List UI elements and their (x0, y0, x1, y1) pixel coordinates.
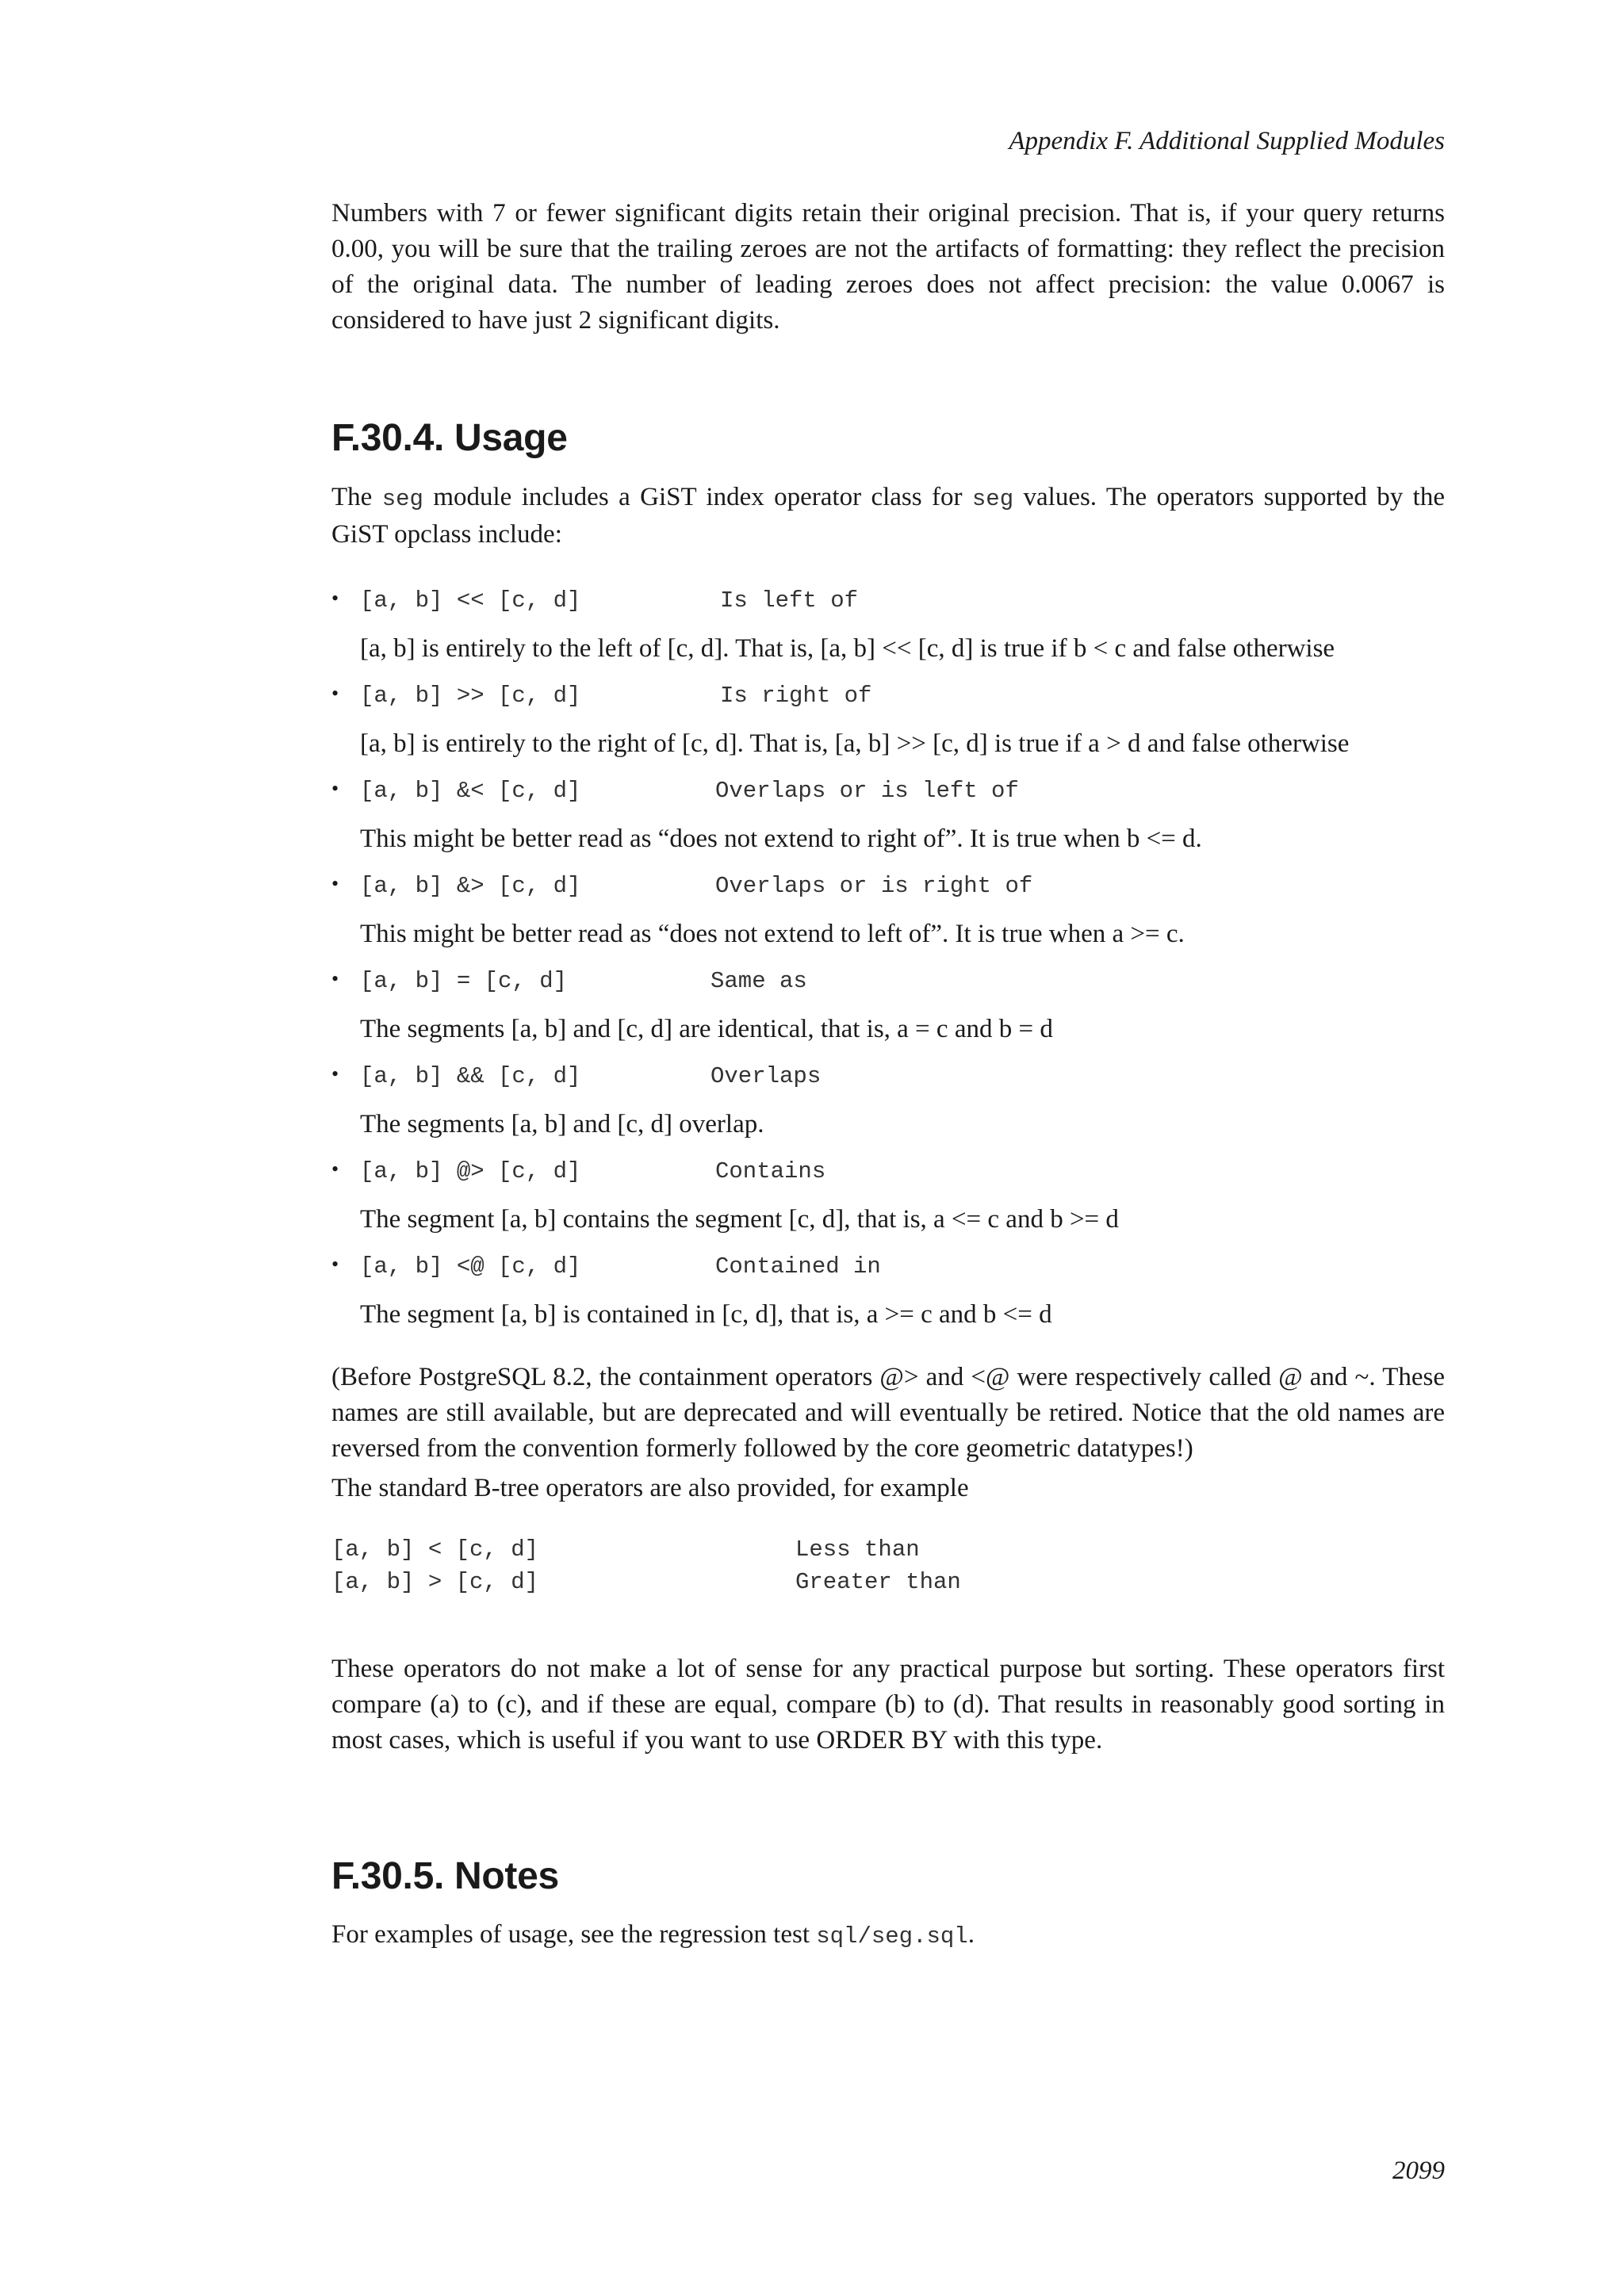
usage-intro-text-3: values. The operators supported by the GiST opclass include: (331, 483, 1445, 549)
operator-name: Same as (710, 968, 807, 994)
operator-description: The segments [a, b] and [c, d] are identical, that is, a = c and b = d (360, 1015, 1053, 1043)
operator-description: [a, b] is entirely to the left of [c, d]. That is, [a, b] << [c, d] is true if b < c and false otherwise (360, 634, 1335, 663)
inline-code-regression-test: sql/seg.sql (816, 1923, 968, 1950)
operator-description: [a, b] is entirely to the right of [c, d]. That is, [a, b] >> [c, d] is true if a > d and false otherwise (360, 729, 1350, 758)
operator-item (331, 966, 1445, 1061)
bullet-icon: • (331, 967, 339, 990)
operator-name: Overlaps (710, 1063, 822, 1089)
operator-description: The segment [a, b] contains the segment [c, d], that is, a <= c and b >= d (360, 1205, 1119, 1234)
btree-operator-name: Greater than (795, 1569, 961, 1595)
btree-operator-name: Less than (795, 1536, 920, 1563)
usage-intro-text-1: The (331, 483, 382, 511)
bullet-icon: • (331, 587, 339, 610)
bullet-icon: • (331, 1062, 339, 1085)
operator-name: Contains (715, 1158, 826, 1184)
legacy-operators-note: (Before PostgreSQL 8.2, the containment operators @> and <@ were respectively called @ and ~. These names are still available, but are deprecated and will eventually be retired. Notice that the old names are reversed from the convention formerly followed by the core geometric datatypes!) (331, 1363, 1445, 1463)
operator-description: This might be better read as “does not extend to right of”. It is true when b <= d. (360, 825, 1202, 853)
operator-item (331, 871, 1445, 966)
operator-item (331, 585, 1445, 680)
section-heading-notes: F.30.5. Notes (331, 1855, 559, 1897)
operator-item (331, 1251, 1445, 1346)
inline-code-seg: seg (381, 486, 423, 512)
bullet-icon: • (331, 1158, 339, 1181)
operator-item (331, 775, 1445, 871)
notes-paragraph (331, 1917, 1445, 1954)
operator-description: This might be better read as “does not extend to left of”. It is true when a >= c. (360, 920, 1185, 948)
inline-code-seg: seg (971, 486, 1014, 512)
operator-code: [a, b] <@ [c, d] (360, 1253, 581, 1280)
section-heading-usage: F.30.4. Usage (331, 417, 568, 459)
operator-code: [a, b] = [c, d] (360, 968, 568, 994)
operator-code: [a, b] &> [c, d] (360, 873, 581, 899)
btree-intro-paragraph: The standard B-tree operators are also provided, for example (331, 1474, 969, 1502)
btree-operator-code: [a, b] < [c, d] (331, 1536, 539, 1563)
page-number: 2099 (1392, 2156, 1445, 2185)
operator-description: The segment [a, b] is contained in [c, d], that is, a >= c and b <= d (360, 1300, 1052, 1329)
operator-code: [a, b] &< [c, d] (360, 778, 581, 804)
bullet-icon: • (331, 1253, 339, 1276)
intro-paragraph: Numbers with 7 or fewer significant digits retain their original precision. That is, if your query returns 0.00, you will be sure that the trailing zeroes are not the artifacts of formatting: they reflect the precision of the original data. The number of leading zeroes does not affect precision: the value 0.0067 is considered to have just 2 significant digits. (331, 199, 1445, 335)
usage-intro-text-2: module includes a GiST index operator class for (423, 483, 972, 511)
operator-code: [a, b] >> [c, d] (360, 683, 581, 709)
sorting-note-paragraph: These operators do not make a lot of sense for any practical purpose but sorting. These operators first compare (a) to (c), and if these are equal, compare (b) to (d). That results in reasonably good sorting in most cases, which is useful if you want to use ORDER BY with this type. (331, 1655, 1445, 1755)
usage-intro-paragraph (331, 480, 1445, 553)
bullet-icon: • (331, 872, 339, 895)
operator-description: The segments [a, b] and [c, d] overlap. (360, 1110, 764, 1138)
operator-name: Overlaps or is right of (715, 873, 1033, 899)
operator-name: Is right of (720, 683, 872, 709)
operator-name: Contained in (715, 1253, 881, 1280)
notes-text: For examples of usage, see the regression test (331, 1920, 817, 1949)
operator-code: [a, b] && [c, d] (360, 1063, 581, 1089)
operator-name: Overlaps or is left of (715, 778, 1019, 804)
bullet-icon: • (331, 682, 339, 705)
operator-item (331, 1061, 1445, 1156)
running-header: Appendix F. Additional Supplied Modules (1009, 127, 1445, 155)
notes-suffix: . (967, 1920, 975, 1949)
operator-code: [a, b] << [c, d] (360, 587, 581, 614)
operator-code: [a, b] @> [c, d] (360, 1158, 581, 1184)
operator-item (331, 680, 1445, 775)
operator-name: Is left of (720, 587, 859, 614)
operator-item (331, 1156, 1445, 1251)
operator-list (331, 585, 1445, 1346)
bullet-icon: • (331, 777, 339, 800)
btree-operator-code: [a, b] > [c, d] (331, 1569, 539, 1595)
